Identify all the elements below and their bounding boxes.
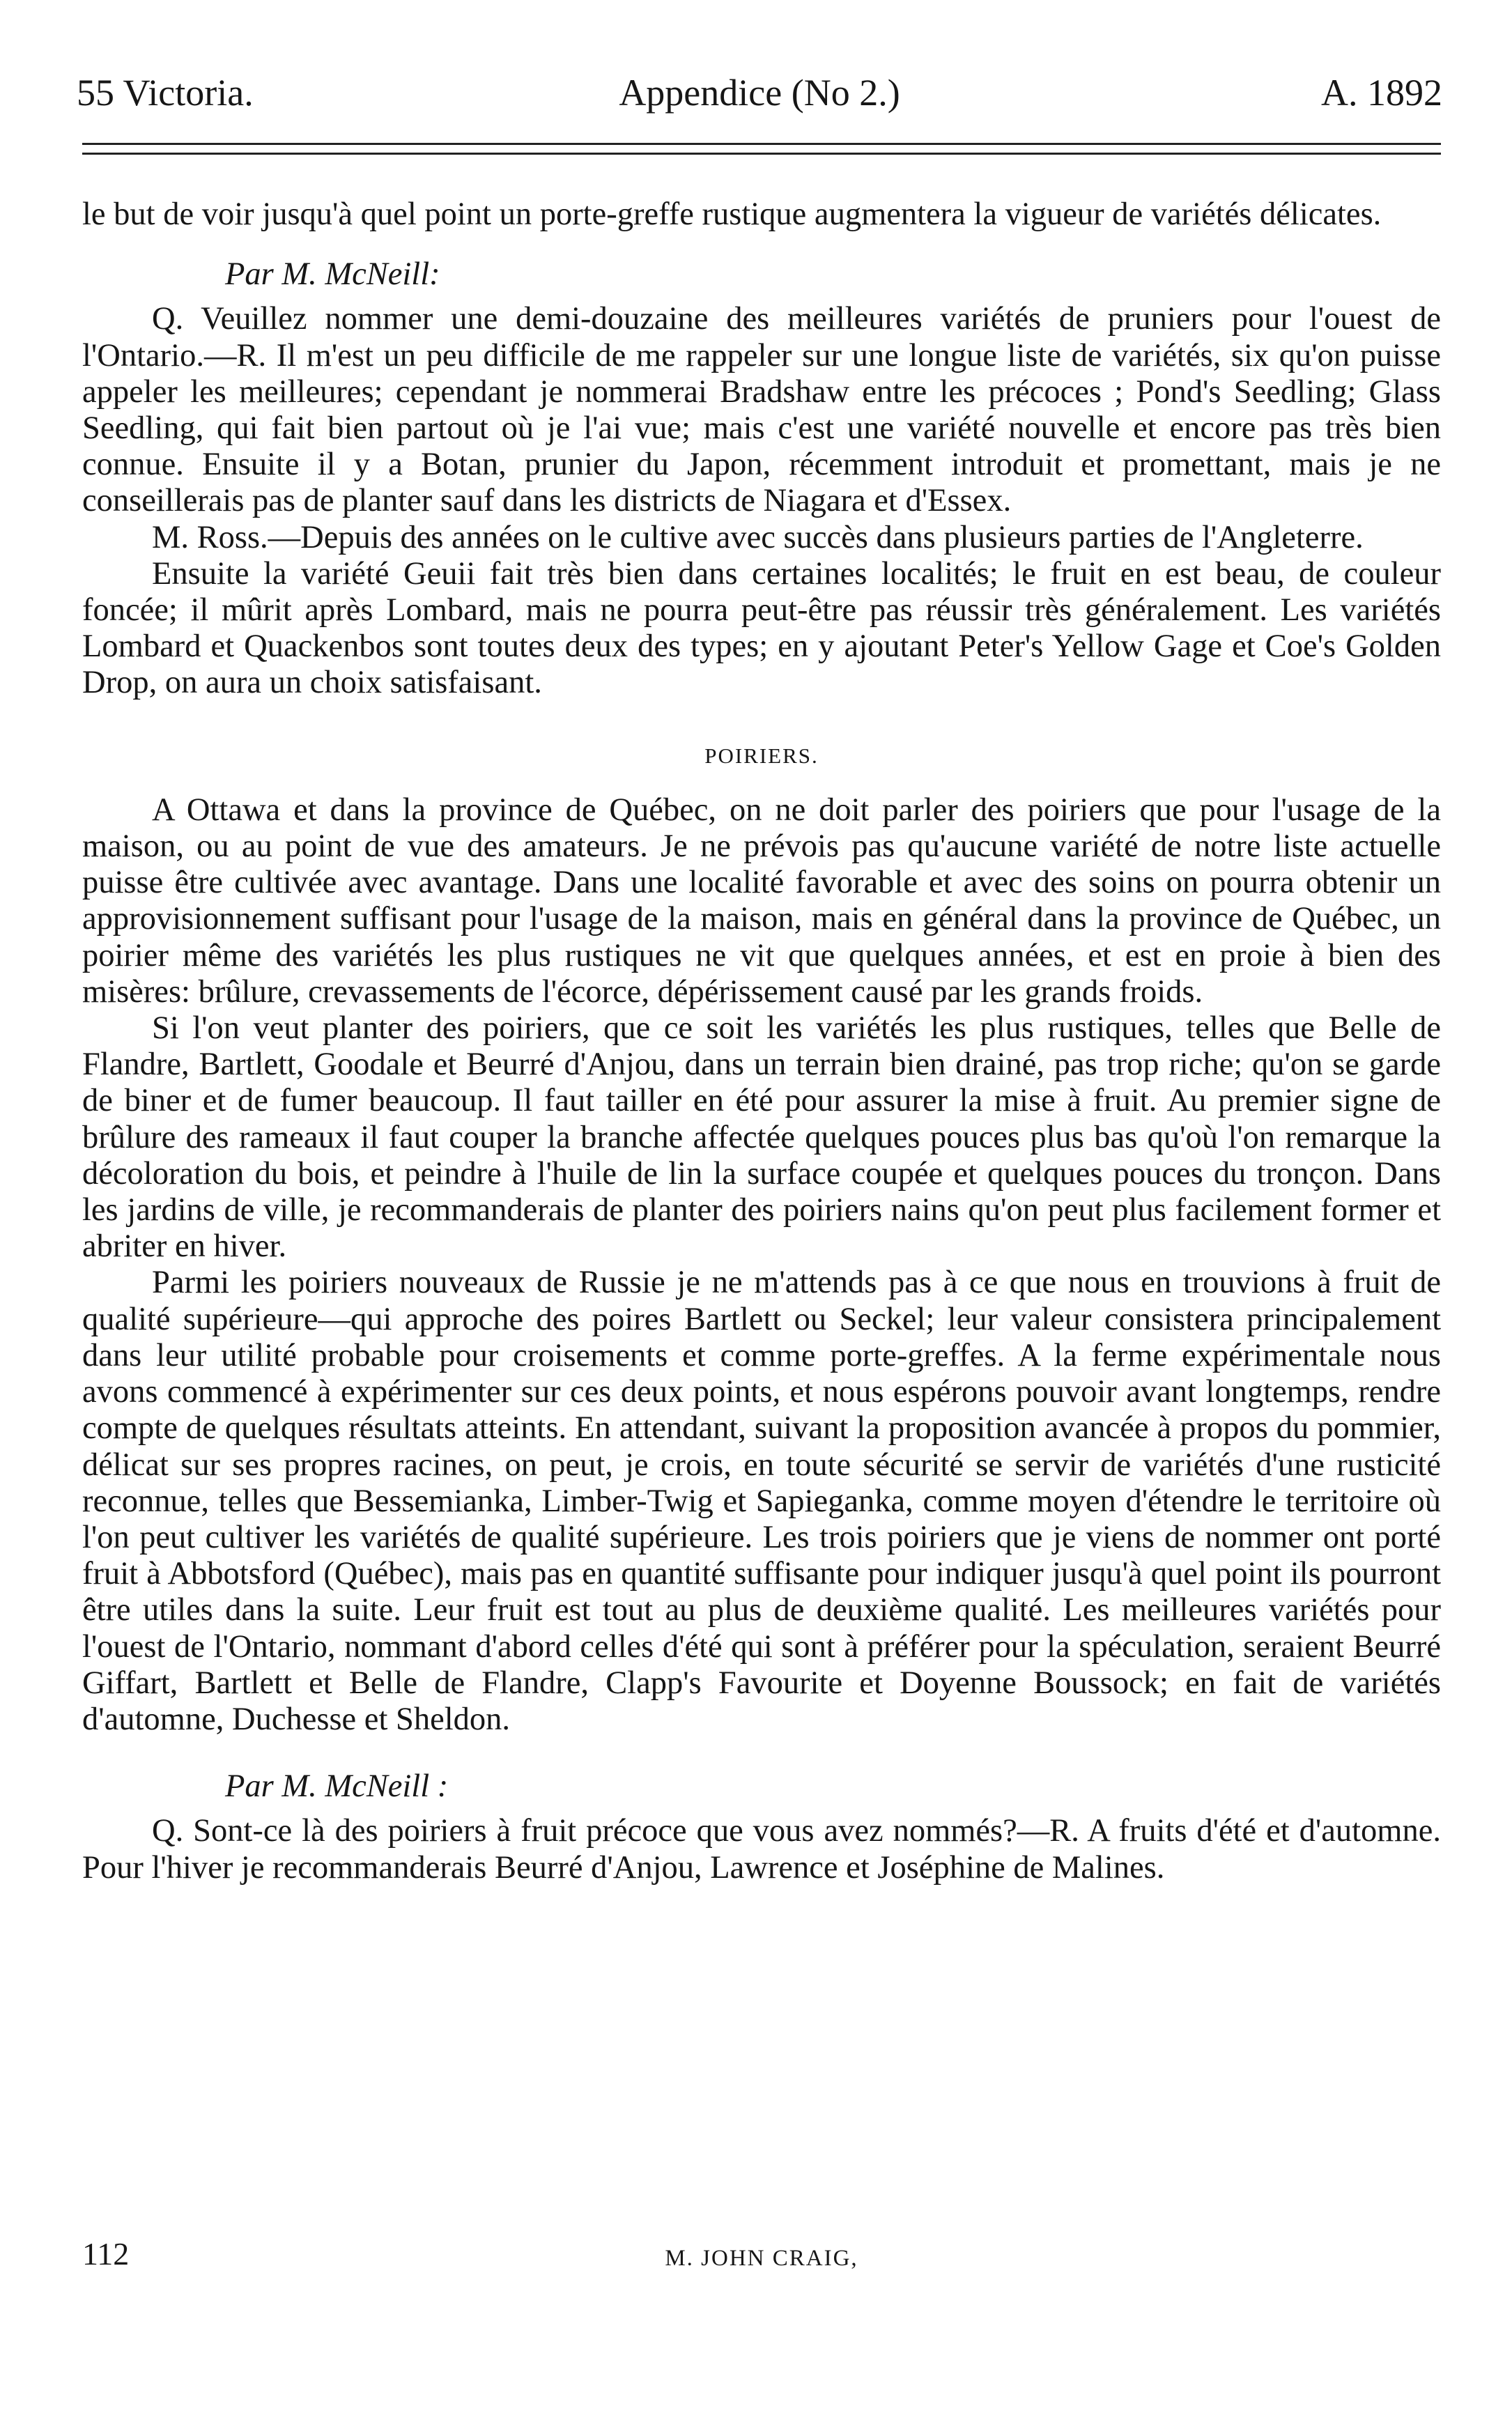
paragraph-planting: Si l'on veut planter des poiriers, que ce soit les variétés les plus rustiques, telles que Belle de Flandre, Bartlett, Goodale et Beurré d'Anjou, dans un terrain bien drainé, pas trop riche; qu'on se garde de biner et de fumer beaucoup. Il faut tailler en été pour assurer la mise à fruit. Au premier signe de brûlure des rameaux il faut couper la branche affectée quelques pouces plus bas qu'où l'on remarque la décoloration du bois, et peindre à l'huile de lin la surface coupée et quelques pouces du tronçon. Dans les jardins de ville, je recommanderais de planter des poiriers nains qu'on peut plus facilement former et abriter en hiver. xyxy=(82,1010,1441,1265)
page-header xyxy=(77,61,1442,124)
header-rule-bottom xyxy=(82,153,1441,155)
paragraph-geuii: Ensuite la variété Geuii fait très bien dans certaines localités; le fruit en est beau, de couleur foncée; il mûrit après Lombard, mais ne pourra peut-être pas réussir très généralement. Les variétés Lombard et Quackenbos sont toutes deux des types; en y ajoutant Peter's Yellow Gage et Coe's Golden Drop, on aura un choix satisfaisant. xyxy=(82,555,1441,701)
paragraph-ross: M. Ross.—Depuis des années on le cultive avec succès dans plusieurs parties de l'Angleterre. xyxy=(152,519,1364,555)
document-body xyxy=(82,196,1441,1886)
paragraph-question-pears: Q. Sont-ce là des poiriers à fruit précoce que vous avez nommés?—R. A fruits d'été et d'automne. Pour l'hiver je recommanderais Beurré d'Anjou, Lawrence et Joséphine de Malines. xyxy=(82,1813,1441,1886)
section-heading-poiriers: POIRIERS. xyxy=(704,743,819,768)
running-footer: M. JOHN CRAIG, xyxy=(665,2246,858,2271)
speaker-label: Par M. McNeill: xyxy=(225,256,440,293)
paragraph-ottawa: A Ottawa et dans la province de Québec, on ne doit parler des poiriers que pour l'usage de la maison, ou au point de vue des amateurs. Je ne prévois pas qu'aucune variété de notre liste actuelle puisse être cultivée avec avantage. Dans une localité favorable et avec des soins on pourra obtenir un approvisionnement suffisant pour l'usage de la maison, mais en général dans la province de Québec, un poirier même des variétés les plus rustiques ne vit que quelques années, et est en proie à bien des misères: brûlure, crevassements de l'écorce, dépérissement causé par les grands froids. xyxy=(82,792,1441,1010)
paragraph-russian-pears: Parmi les poiriers nouveaux de Russie je ne m'attends pas à ce que nous en trouvions à fruit de qualité supérieure—qui approche des poires Bartlett ou Seckel; leur valeur consistera principalement dans leur utilité probable pour croisements et comme porte-greffes. A la ferme expérimentale nous avons commencé à expérimenter sur ces deux points, et nous espérons pouvoir avant longtemps, rendre compte de quelques résultats atteints. En attendant, suivant la proposition avancée à propos du pommier, délicat sur ses propres racines, on peut, je crois, en toute sécurité se servir de variétés d'une rusticité reconnue, telles que Bessemianka, Limber-Twig et Sapieganka, comme moyen d'étendre le territoire où l'on peut cultiver les variétés de qualité supérieure. Les trois poiriers que je viens de nommer ont porté fruit à Abbotsford (Québec), mais pas en quantité suffisante pour indiquer jusqu'à quel point ils pourront être utiles dans la suite. Leur fruit est tout au plus de deuxième qualité. Les meilleures variétés pour l'ouest de l'Ontario, nommant d'abord celles d'été qui sont à préférer pour la spéculation, seraient Beurré Giffart, Bartlett et Belle de Flandre, Clapp's Favourite et Doyenne Boussock; en fait de variétés d'automne, Duchesse et Sheldon. xyxy=(82,1265,1441,1737)
paragraph-question-plums: Q. Veuillez nommer une demi-douzaine des meilleures variétés de pruniers pour l'ouest de l'Ontario.—R. Il m'est un peu difficile de me rappeler sur une longue liste de variétés, six qu'on puisse appeler les meilleures; cependant je nommerai Bradshaw entre les précoces ; Pond's Seedling; Glass Seedling, qui fait bien partout où je l'ai vue; mais c'est une variété nouvelle et encore pas très bien connue. Ensuite il y a Botan, prunier du Japon, récemment introduit et promettant, mais je ne conseillerais pas de planter sauf dans les districts de Niagara et d'Essex. xyxy=(82,301,1441,519)
paragraph-continuation: le but de voir jusqu'à quel point un porte-greffe rustique augmentera la vigueur de variétés délicates. xyxy=(82,196,1382,232)
header-session: 55 Victoria. xyxy=(77,72,254,114)
header-appendix: Appendice (No 2.) xyxy=(619,72,900,114)
header-rule-top xyxy=(82,143,1441,145)
speaker-label: Par M. McNeill : xyxy=(225,1768,449,1805)
header-year: A. 1892 xyxy=(1321,72,1442,114)
page-footer xyxy=(82,2233,1441,2275)
page-number: 112 xyxy=(82,2236,130,2272)
